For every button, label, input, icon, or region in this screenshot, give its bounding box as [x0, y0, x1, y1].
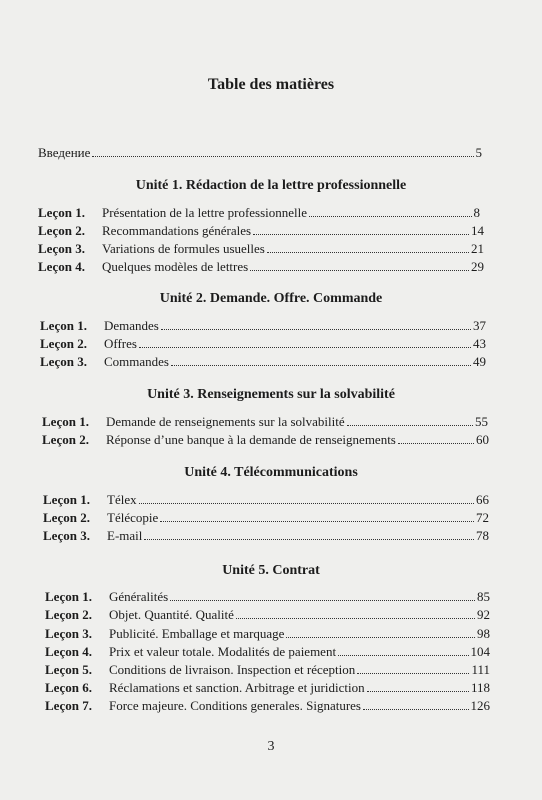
lesson-title: Variations de formules usuelles — [102, 241, 265, 256]
lesson-title: Objet. Quantité. Qualité — [109, 607, 234, 622]
lesson-page-number: 78 — [476, 528, 489, 543]
lesson-number: Leçon 2. — [42, 432, 89, 447]
lesson-page-number: 43 — [473, 336, 486, 351]
lesson-page-number: 29 — [471, 259, 484, 274]
lesson-page-number: 85 — [477, 589, 490, 604]
lesson-title: Recommandations générales — [102, 223, 252, 238]
lesson-entry — [45, 644, 490, 660]
lesson-title: Offres — [104, 336, 137, 351]
lesson-number: Leçon 3. — [45, 626, 92, 641]
lesson-title: Force majeure. Conditions generales. Signatures — [109, 698, 361, 713]
dot-leader — [92, 146, 473, 157]
intro-page-number: 5 — [475, 145, 482, 160]
lesson-number: Leçon 1. — [38, 205, 85, 220]
lesson-title: Réclamations et sanction. Arbitrage et juridiction — [109, 680, 365, 695]
lesson-number: Leçon 6. — [45, 680, 92, 695]
lesson-title: Demande de renseignements sur la solvabilité — [106, 414, 345, 429]
lesson-entry — [40, 318, 486, 334]
dot-leader — [363, 699, 469, 710]
dot-leader — [170, 590, 475, 601]
lesson-title: Quelques modèles de lettres — [102, 259, 249, 274]
lesson-entry — [40, 336, 486, 352]
lesson-number: Leçon 1. — [42, 414, 89, 429]
dot-leader — [367, 681, 469, 692]
lesson-entry — [45, 680, 490, 696]
lesson-title: Télex — [107, 492, 137, 507]
lesson-entry — [43, 492, 489, 508]
dot-leader — [347, 415, 473, 426]
lesson-number: Leçon 3. — [38, 241, 85, 256]
lesson-page-number: 66 — [476, 492, 489, 507]
unit-heading-3: Unité 3. Renseignements sur la solvabilité — [147, 387, 395, 402]
lesson-entry — [45, 626, 490, 642]
lesson-page-number: 118 — [470, 680, 490, 695]
lesson-page-number: 98 — [477, 626, 490, 641]
lesson-entry — [40, 354, 486, 370]
lesson-page-number: 49 — [473, 354, 486, 369]
lesson-entry — [38, 223, 484, 239]
lesson-page-number: 126 — [470, 698, 490, 713]
lesson-title: E-mail — [107, 528, 143, 543]
lesson-entry — [38, 241, 484, 257]
lesson-number: Leçon 2. — [43, 510, 90, 525]
dot-leader — [338, 645, 468, 656]
lesson-title: Réponse d’une banque à la demande de renseignements — [106, 432, 396, 447]
lesson-page-number: 14 — [471, 223, 484, 238]
page-number-footer: 3 — [267, 739, 275, 754]
lesson-page-number: 92 — [477, 607, 490, 622]
lesson-number: Leçon 2. — [40, 336, 87, 351]
unit-heading-2: Unité 2. Demande. Offre. Commande — [159, 291, 383, 306]
unit-heading-5: Unité 5. Contrat — [222, 563, 320, 578]
lesson-page-number: 111 — [471, 662, 490, 677]
dot-leader — [250, 260, 469, 271]
lesson-number: Leçon 4. — [38, 259, 85, 274]
dot-leader — [139, 337, 471, 348]
dot-leader — [160, 511, 474, 522]
dot-leader — [398, 433, 474, 444]
lesson-number: Leçon 3. — [43, 528, 90, 543]
lesson-title: Présentation de la lettre professionnelle — [102, 205, 308, 220]
lesson-title: Généralités — [109, 589, 169, 604]
lesson-entry — [38, 205, 480, 221]
lesson-page-number: 21 — [471, 241, 484, 256]
lesson-number: Leçon 1. — [45, 589, 92, 604]
lesson-number: Leçon 2. — [45, 607, 92, 622]
dot-leader — [357, 663, 469, 674]
dot-leader — [139, 493, 474, 504]
lesson-title: Télécopie — [107, 510, 159, 525]
toc-entry-intro — [38, 145, 482, 161]
lesson-title: Commandes — [104, 354, 169, 369]
dot-leader — [161, 319, 471, 330]
lesson-title: Prix et valeur totale. Modalités de paiement — [109, 644, 337, 659]
unit-heading-4: Unité 4. Télécommunications — [184, 465, 358, 480]
lesson-title: Demandes — [104, 318, 159, 333]
dot-leader — [286, 627, 475, 638]
lesson-entry — [45, 698, 490, 714]
intro-label: Введение — [38, 145, 91, 160]
lesson-title: Publicité. Emballage et marquage — [109, 626, 285, 641]
dot-leader — [253, 224, 469, 235]
lesson-title: Conditions de livraison. Inspection et réception — [109, 662, 356, 677]
dot-leader — [267, 242, 469, 253]
lesson-entry — [45, 589, 490, 605]
dot-leader — [236, 608, 475, 619]
lesson-entry — [42, 432, 489, 448]
lesson-number: Leçon 3. — [40, 354, 87, 369]
lesson-entry — [43, 510, 489, 526]
lesson-entry — [42, 414, 488, 430]
lesson-number: Leçon 2. — [38, 223, 85, 238]
lesson-page-number: 72 — [476, 510, 489, 525]
lesson-number: Leçon 5. — [45, 662, 92, 677]
unit-heading-1: Unité 1. Rédaction de la lettre professionnelle — [135, 178, 407, 193]
lesson-entry — [45, 607, 490, 623]
dot-leader — [309, 206, 471, 217]
dot-leader — [144, 529, 474, 540]
page-title: Table des matières — [207, 76, 335, 93]
lesson-page-number: 104 — [470, 644, 490, 659]
lesson-number: Leçon 1. — [40, 318, 87, 333]
lesson-page-number: 8 — [473, 205, 480, 220]
lesson-entry — [38, 259, 484, 275]
lesson-page-number: 60 — [476, 432, 489, 447]
lesson-number: Leçon 4. — [45, 644, 92, 659]
lesson-entry — [43, 528, 489, 544]
lesson-page-number: 55 — [475, 414, 488, 429]
lesson-number: Leçon 7. — [45, 698, 92, 713]
dot-leader — [171, 355, 471, 366]
lesson-page-number: 37 — [473, 318, 486, 333]
lesson-entry — [45, 662, 490, 678]
lesson-number: Leçon 1. — [43, 492, 90, 507]
